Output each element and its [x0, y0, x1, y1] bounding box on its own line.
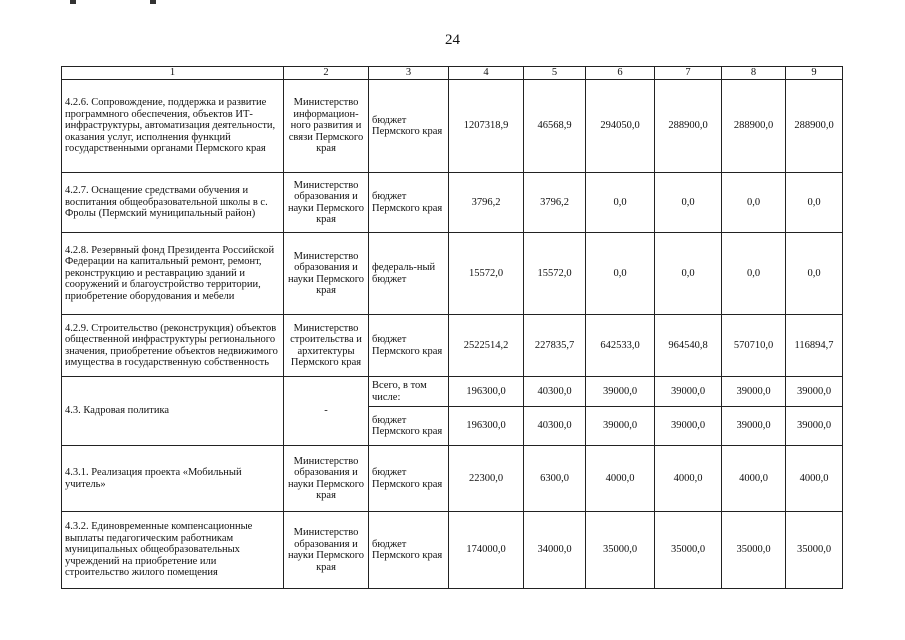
value-cell: 2522514,2	[449, 315, 524, 377]
value-cell: 0,0	[722, 233, 786, 315]
column-header: 7	[655, 67, 722, 80]
column-header: 5	[524, 67, 586, 80]
value-cell: 642533,0	[586, 315, 655, 377]
table-row	[62, 377, 843, 407]
activity-name: 4.3.1. Реализация проекта «Мобильный учитель»	[62, 446, 284, 512]
value-cell: 39000,0	[722, 377, 786, 407]
funding-source: бюджет Пермского края	[369, 315, 449, 377]
activity-name: 4.2.7. Оснащение средствами обучения и воспитания общеобразовательной школы в с. Фролы (Пермский муниципальный район)	[62, 173, 284, 233]
value-cell: 35000,0	[586, 512, 655, 589]
value-cell: 35000,0	[655, 512, 722, 589]
funding-source: бюджет Пермского края	[369, 407, 449, 446]
responsible-org: Министерство образования и науки Пермского края	[284, 446, 369, 512]
value-cell: 570710,0	[722, 315, 786, 377]
value-cell: 4000,0	[586, 446, 655, 512]
responsible-org: Министерство образования и науки Пермского края	[284, 512, 369, 589]
value-cell: 34000,0	[524, 512, 586, 589]
value-cell: 39000,0	[786, 407, 843, 446]
value-cell: 0,0	[786, 233, 843, 315]
value-cell: 174000,0	[449, 512, 524, 589]
table-row	[62, 446, 843, 512]
responsible-org: -	[284, 377, 369, 446]
value-cell: 40300,0	[524, 407, 586, 446]
value-cell: 39000,0	[722, 407, 786, 446]
value-cell: 288900,0	[722, 80, 786, 173]
value-cell: 196300,0	[449, 407, 524, 446]
responsible-org: Министерство образования и науки Пермского края	[284, 173, 369, 233]
value-cell: 116894,7	[786, 315, 843, 377]
column-header: 3	[369, 67, 449, 80]
funding-source: бюджет Пермского края	[369, 512, 449, 589]
funding-source: бюджет Пермского края	[369, 80, 449, 173]
value-cell: 196300,0	[449, 377, 524, 407]
value-cell: 39000,0	[655, 377, 722, 407]
value-cell: 39000,0	[586, 377, 655, 407]
column-header: 6	[586, 67, 655, 80]
column-header: 9	[786, 67, 843, 80]
column-header: 2	[284, 67, 369, 80]
activity-name: 4.2.6. Сопровождение, поддержка и развитие программного обеспечения, объектов ИТ-инфраструктуры, автоматизация деятельности, оказания услуг, исполнения функций государственными органами Пермского края	[62, 80, 284, 173]
table-row	[62, 233, 843, 315]
scan-mark	[70, 0, 76, 4]
funding-source: федераль-ный бюджет	[369, 233, 449, 315]
value-cell: 46568,9	[524, 80, 586, 173]
budget-table	[61, 66, 843, 589]
value-cell: 294050,0	[586, 80, 655, 173]
scan-mark	[150, 0, 156, 4]
responsible-org: Министерство образования и науки Пермского края	[284, 233, 369, 315]
activity-name: 4.2.8. Резервный фонд Президента Российской Федерации на капитальный ремонт, ремонт, реконструкцию и реставрацию зданий и сооружений и благоустройство территории, приобретение оборудования и мебели	[62, 233, 284, 315]
value-cell: 4000,0	[786, 446, 843, 512]
funding-source: бюджет Пермского края	[369, 446, 449, 512]
header-row	[62, 67, 843, 80]
value-cell: 15572,0	[449, 233, 524, 315]
responsible-org: Министерство строительства и архитектуры Пермского края	[284, 315, 369, 377]
value-cell: 4000,0	[722, 446, 786, 512]
value-cell: 0,0	[586, 233, 655, 315]
value-cell: 1207318,9	[449, 80, 524, 173]
value-cell: 22300,0	[449, 446, 524, 512]
value-cell: 35000,0	[786, 512, 843, 589]
responsible-org: Министерство информацион-ного развития и связи Пермского края	[284, 80, 369, 173]
value-cell: 0,0	[722, 173, 786, 233]
table-row	[62, 315, 843, 377]
value-cell: 3796,2	[524, 173, 586, 233]
value-cell: 227835,7	[524, 315, 586, 377]
value-cell: 288900,0	[786, 80, 843, 173]
column-header: 8	[722, 67, 786, 80]
funding-source: Всего, в том числе:	[369, 377, 449, 407]
table-row	[62, 512, 843, 589]
value-cell: 39000,0	[786, 377, 843, 407]
value-cell: 964540,8	[655, 315, 722, 377]
value-cell: 0,0	[655, 233, 722, 315]
value-cell: 6300,0	[524, 446, 586, 512]
value-cell: 39000,0	[586, 407, 655, 446]
table-row	[62, 173, 843, 233]
value-cell: 0,0	[786, 173, 843, 233]
value-cell: 35000,0	[722, 512, 786, 589]
value-cell: 0,0	[655, 173, 722, 233]
activity-name: 4.3.2. Единовременные компенсационные выплаты педагогическим работникам муниципальных общеобразовательных учреждений на приобретение или строительство жилого помещения	[62, 512, 284, 589]
value-cell: 0,0	[586, 173, 655, 233]
column-header: 1	[62, 67, 284, 80]
page-number: 24	[445, 32, 460, 48]
value-cell: 15572,0	[524, 233, 586, 315]
column-header: 4	[449, 67, 524, 80]
activity-name: 4.3. Кадровая политика	[62, 377, 284, 446]
value-cell: 3796,2	[449, 173, 524, 233]
value-cell: 4000,0	[655, 446, 722, 512]
activity-name: 4.2.9. Строительство (реконструкция) объектов общественной инфраструктуры регионального значения, приобретение объектов недвижимого имущества в государственную собственность	[62, 315, 284, 377]
value-cell: 39000,0	[655, 407, 722, 446]
value-cell: 288900,0	[655, 80, 722, 173]
value-cell: 40300,0	[524, 377, 586, 407]
funding-source: бюджет Пермского края	[369, 173, 449, 233]
table-row	[62, 80, 843, 173]
